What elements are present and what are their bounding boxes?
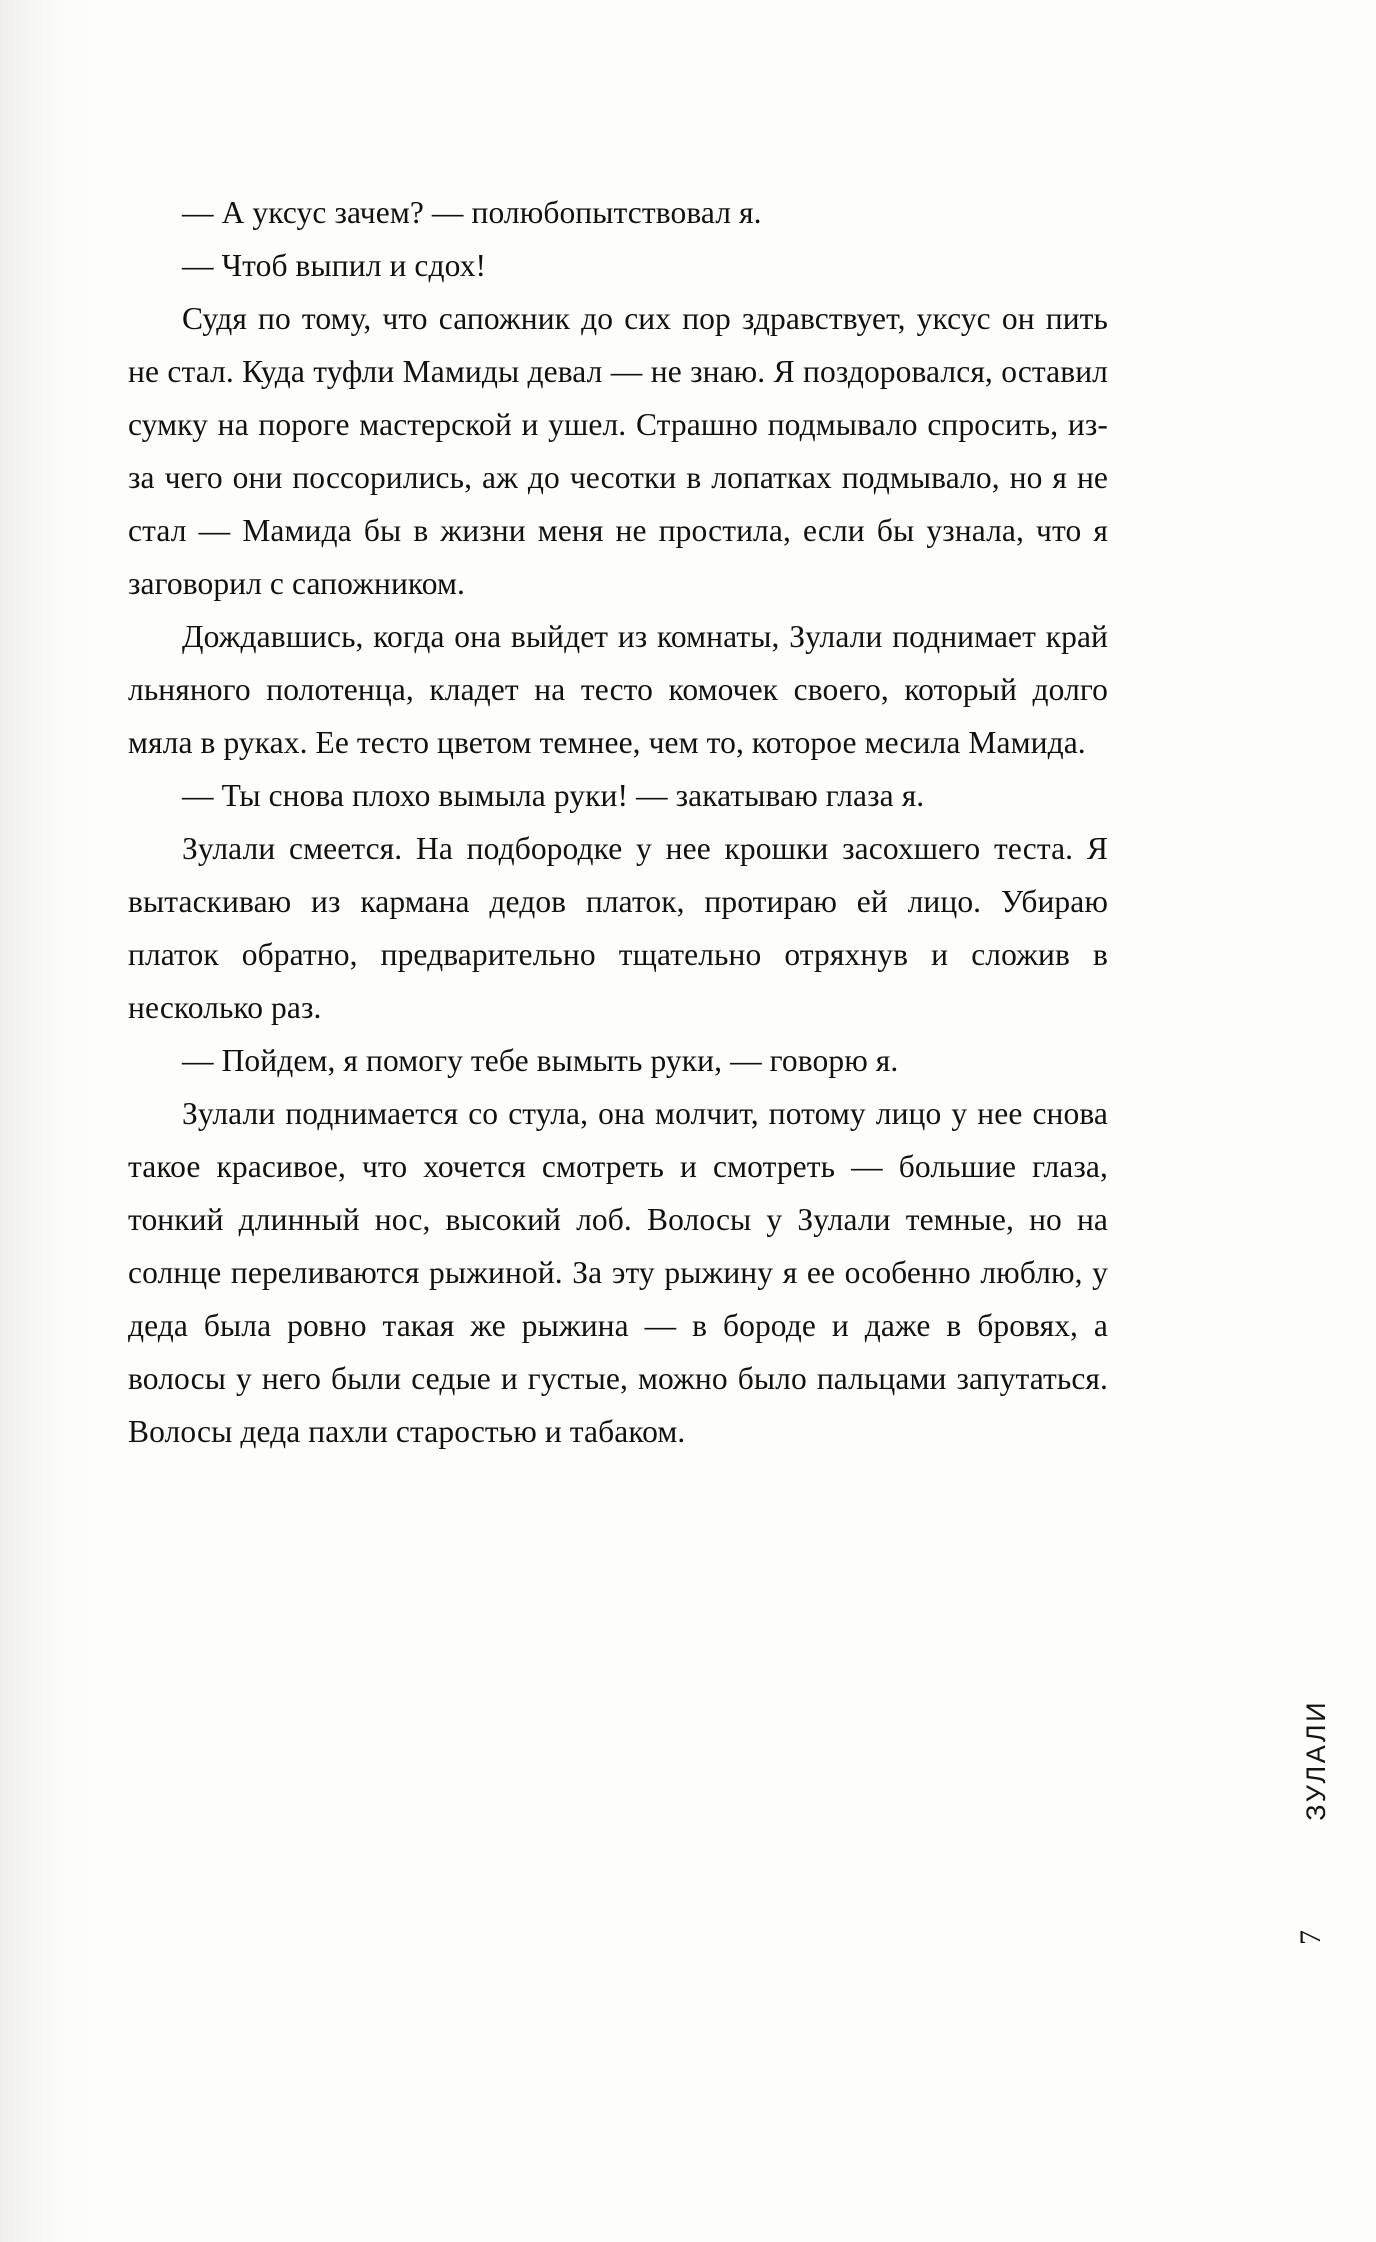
paragraph: — Пойдем, я помогу тебе вымыть руки, — говорю я. bbox=[182, 1043, 899, 1078]
paragraph: Судя по тому, что сапожник до сих пор здравствует, уксус он пить не стал. Куда туфли Мамиды девал — не знаю. Я поздоровался, оставил сумку на пороге мастерской и ушел. Страшно подмывало спросить, из-за чего они поссорились, аж до чесотки в лопатках подмывало, но я не стал — Мамида бы в жизни меня не простила, если бы узнала, что я заговорил с сапожником. bbox=[128, 301, 1108, 601]
paragraph: — Ты снова плохо вымыла руки! — закатываю глаза я. bbox=[182, 778, 925, 813]
paragraph: — А уксус зачем? — полюбопытствовал я. bbox=[182, 195, 762, 230]
page-gutter-shading bbox=[0, 0, 96, 2242]
running-head: ЗУЛАЛИ bbox=[1301, 1700, 1331, 1821]
paragraph: Зулали смеется. На подбородке у нее крошки засохшего теста. Я вытаскиваю из кармана дедов платок, протираю ей лицо. Убираю платок обратно, предварительно тщательно отряхнув и сложив в несколько раз. bbox=[128, 831, 1108, 1025]
body-text-column bbox=[128, 186, 1108, 1458]
paragraph: — Чтоб выпил и сдох! bbox=[182, 248, 487, 283]
paragraph: Зулали поднимается со стула, она молчит, потому лицо у нее снова такое красивое, что хочется смотреть и смотреть — большие глаза, тонкий длинный нос, высокий лоб. Волосы у Зулали темные, но на солнце переливаются рыжиной. За эту рыжину я ее особенно люблю, у деда была ровно такая же рыжина — в бороде и даже в бровях, а волосы у него были седые и густые, можно было пальцами запутаться. Волосы деда пахли старостью и табаком. bbox=[128, 1096, 1108, 1449]
page-number: 7 bbox=[1294, 1930, 1327, 1945]
paragraph: Дождавшись, когда она выйдет из комнаты, Зулали поднимает край льняного полотенца, кладет на тесто комочек своего, который долго мяла в руках. Ее тесто цветом темнее, чем то, которое месила Мамида. bbox=[128, 619, 1108, 760]
